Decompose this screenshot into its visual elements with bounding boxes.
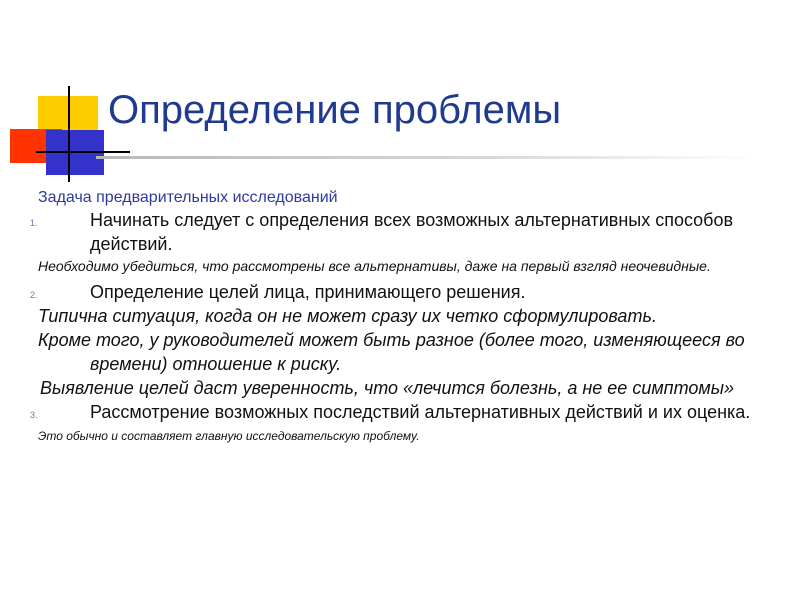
slide-content xyxy=(0,188,780,444)
decor-vertical-line xyxy=(68,86,70,182)
list-item-number: 2. xyxy=(30,290,38,300)
list-item-number: 3. xyxy=(30,410,38,420)
slide-title: Определение проблемы xyxy=(108,88,562,132)
item-2-note-3: Выявление целей даст уверенность, что «лечится болезнь, а не ее симптомы» xyxy=(40,378,734,398)
list-item-number: 1. xyxy=(30,218,38,228)
list-item-1 xyxy=(0,208,780,256)
item-1-note: Необходимо убедиться, что рассмотрены все альтернативы, даже на первый взгляд неочевидные. xyxy=(38,258,711,274)
slide-subtitle: Задача предварительных исследований xyxy=(38,189,338,206)
item-2-note-2: Кроме того, у руководителей может быть разное (более того, изменяющееся во времени) отношение к риску. xyxy=(38,330,745,374)
list-item-2 xyxy=(0,280,780,304)
list-item-3 xyxy=(0,400,780,424)
list-item-text: Начинать следует с определения всех возможных альтернативных способов действий. xyxy=(90,210,734,254)
footer-note: Это обычно и составляет главную исследовательскую проблему. xyxy=(38,429,420,443)
list-item-text: Определение целей лица, принимающего решения. xyxy=(90,282,526,302)
title-underline xyxy=(96,156,756,159)
decor-horizontal-line xyxy=(36,151,130,153)
list-item-text: Рассмотрение возможных последствий альтернативных действий и их оценка. xyxy=(90,402,751,422)
item-2-note-1: Типична ситуация, когда он не может сразу их четко сформулировать. xyxy=(38,306,657,326)
